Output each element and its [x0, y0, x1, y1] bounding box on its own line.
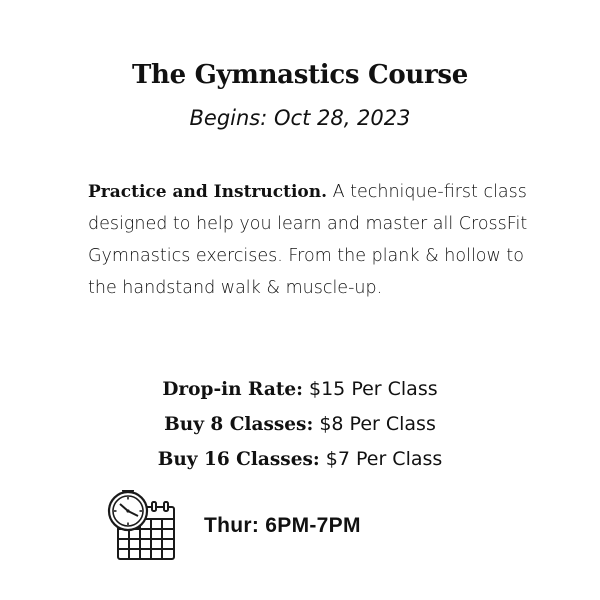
course-description: [88, 176, 548, 304]
pricing-row-8-classes: [0, 407, 600, 442]
clock-calendar-icon: [104, 490, 180, 566]
pricing-label: Drop-in Rate:: [162, 379, 303, 400]
pricing-list: [0, 372, 600, 477]
schedule-row: [104, 490, 524, 566]
description-body: A technique-first class designed to help you learn and master all CrossFit Gymnastics exercises. From the plank & hollow to the handstand walk & muscle-up.: [88, 182, 528, 298]
pricing-value: $15 Per Class: [302, 378, 438, 400]
course-title: The Gymnastics Course: [132, 60, 468, 90]
pricing-row-16-classes: [0, 442, 600, 477]
description-lead: Practice and Instruction.: [88, 182, 328, 202]
schedule-time: Thur: 6PM-7PM: [204, 514, 361, 537]
course-start-date: Begins: Oct 28, 2023: [189, 106, 411, 130]
pricing-label: Buy 8 Classes:: [164, 414, 314, 435]
pricing-value: $8 Per Class: [313, 413, 436, 435]
pricing-label: Buy 16 Classes:: [157, 449, 320, 470]
pricing-value: $7 Per Class: [319, 448, 443, 470]
pricing-row-drop-in: [0, 372, 600, 407]
